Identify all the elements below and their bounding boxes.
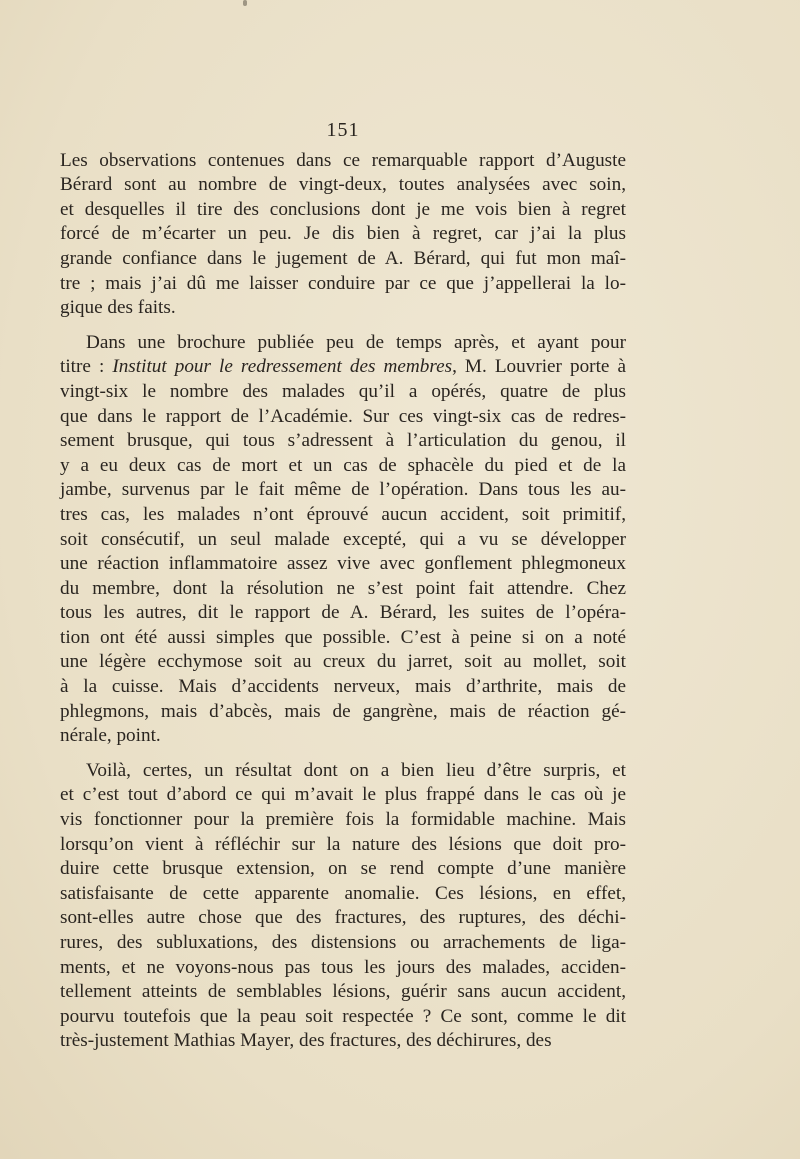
text-line: satisfaisante de cette apparente anomalie. Ces lésions, en effet, [60, 882, 626, 904]
text-line: sement brusque, qui tous s’adressent à l’articulation du genou, il [60, 430, 626, 452]
text-line: gique des faits. [60, 297, 176, 319]
text-line: lorsqu’on vient à réfléchir sur la nature des lésions que doit pro- [60, 833, 626, 855]
text-line-start: titre : [60, 356, 113, 378]
text-line: tre ; mais j’ai dû me laisser conduire par ce que j’appellerai la lo- [60, 272, 626, 294]
document-page [60, 118, 626, 1054]
text-line: tellement atteints de semblables lésions, guérir sans aucun accident, [60, 981, 626, 1003]
text-line: forcé de m’écarter un peu. Je dis bien à regret, car j’ai la plus [60, 223, 626, 245]
paragraph [60, 149, 626, 321]
text-line: ments, et ne voyons-nous pas tous les jours des malades, acciden- [60, 956, 626, 978]
text-line: Les observations contenues dans ce remarquable rapport d’Auguste [60, 149, 626, 171]
text-line: sont-elles autre chose que des fractures, des ruptures, des déchi- [60, 907, 626, 929]
text-line [60, 355, 626, 380]
text-line: rures, des subluxations, des distensions ou arrachements de liga- [60, 932, 626, 953]
text-line: vis fonctionner pour la première fois la formidable machine. Mais [60, 809, 626, 831]
text-line: du membre, dont la résolution ne s’est point fait attendre. Chez [60, 577, 626, 599]
text-line: tion ont été aussi simples que possible. C’est à peine si on a noté [60, 626, 626, 648]
paragraph [60, 759, 626, 1054]
text-line: duire cette brusque extension, on se rend compte d’une manière [60, 858, 626, 880]
text-line: Dans une brochure publiée peu de temps après, et ayant pour [86, 331, 626, 353]
ink-speck [243, 0, 247, 6]
text-line: grande confiance dans le jugement de A. Bérard, qui fut mon maî- [60, 247, 626, 269]
text-line: vingt-six le nombre des malades qu’il a opérés, quatre de plus [60, 380, 626, 402]
text-line: nérale, point. [60, 725, 161, 747]
text-line: soit consécutif, un seul malade excepté, qui a vu se développer [60, 528, 626, 550]
text-line: à la cuisse. Mais d’accidents nerveux, mais d’arthrite, mais de [60, 676, 626, 698]
text-line: et desquelles il tire des conclusions dont je me vois bien à regret [60, 198, 626, 220]
text-line: Bérard sont au nombre de vingt-deux, toutes analysées avec soin, [60, 174, 626, 196]
text-line: une réaction inflammatoire assez vive avec gonflement phlegmoneux [60, 553, 626, 575]
text-line: y a eu deux cas de mort et un cas de sphacèle du pied et de la [60, 454, 626, 476]
text-line: jambe, survenus par le fait même de l’opération. Dans tous les au- [60, 479, 626, 501]
page-number: 151 [326, 119, 360, 141]
text-line: pourvu toutefois que la peau soit respectée ? Ce sont, comme le dit [60, 1005, 626, 1027]
body-text [60, 149, 626, 1054]
text-line-end: , M. Louvrier porte à [452, 356, 626, 378]
text-line: tres cas, les malades n’ont éprouvé aucun accident, soit primitif, [60, 503, 626, 525]
text-line: très-justement Mathias Mayer, des fractures, des déchirures, des [60, 1030, 552, 1052]
paragraph [60, 331, 626, 749]
book-title: Institut pour le redressement des membres [112, 356, 453, 378]
text-line: et c’est tout d’abord ce qui m’avait le plus frappé dans le cas où je [60, 784, 626, 806]
text-line: une légère ecchymose soit au creux du jarret, soit au mollet, soit [60, 651, 626, 673]
text-line: tous les autres, dit le rapport de A. Bérard, les suites de l’opéra- [60, 602, 626, 624]
text-line: phlegmons, mais d’abcès, mais de gangrène, mais de réaction gé- [60, 700, 626, 722]
text-line: que dans le rapport de l’Académie. Sur ces vingt-six cas de redres- [60, 405, 626, 427]
text-line: Voilà, certes, un résultat dont on a bien lieu d’être surpris, et [86, 759, 626, 781]
